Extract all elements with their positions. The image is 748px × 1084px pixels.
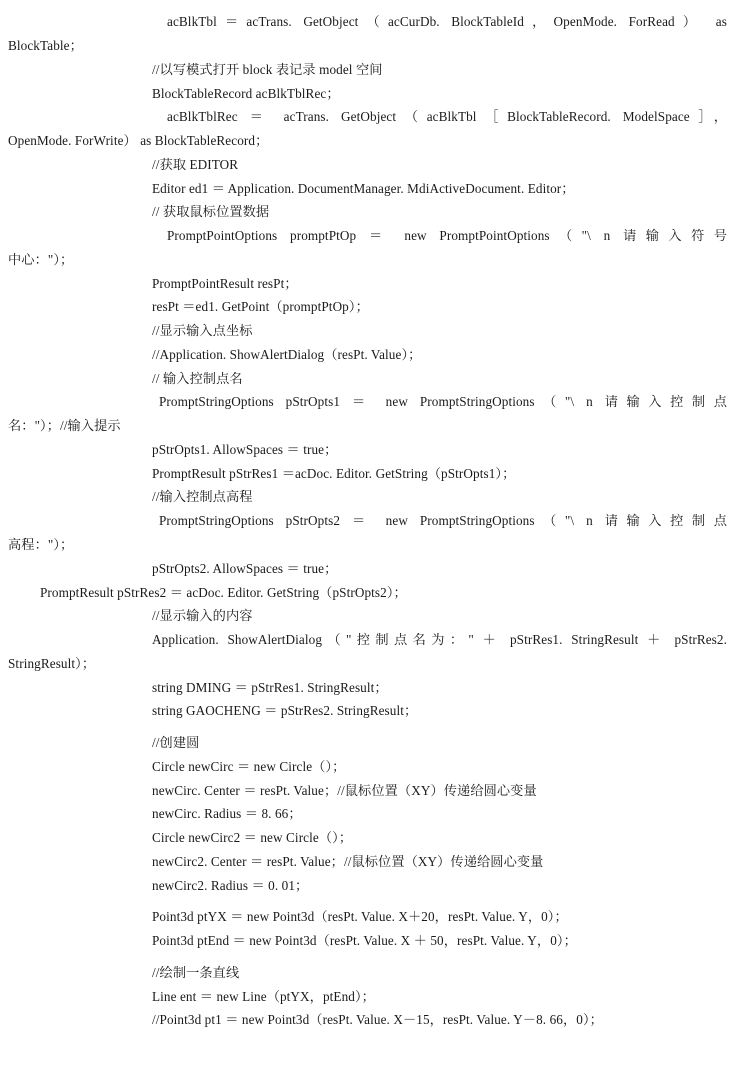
code-line: BlockTableRecord acBlkTblRec； [152, 86, 340, 101]
code-line: BlockTable； [8, 38, 83, 53]
code-line: //以写模式打开 block 表记录 model 空间 [152, 62, 383, 77]
code-line: Application. ShowAlertDialog（"控制点名为：" ＋ pStrRes1. StringResult ＋ pStrRes2. [152, 632, 727, 647]
code-line: Point3d ptYX ＝ new Point3d（resPt. Value. X＋20，resPt. Value. Y，0）； [152, 909, 568, 924]
code-line: //获取 EDITOR [152, 157, 239, 172]
code-line: Point3d ptEnd ＝ new Point3d（resPt. Value. X ＋ 50，resPt. Value. Y，0）； [152, 933, 577, 948]
code-line: //绘制一条直线 [152, 965, 240, 980]
code-line: string DMING ＝ pStrRes1. StringResult； [152, 680, 388, 695]
code-line: newCirc2. Center ＝ resPt. Value；//鼠标位置（XY）传递给圆心变量 [152, 854, 544, 869]
code-line: PromptResult pStrRes1 ＝acDoc. Editor. GetString（pStrOpts1）； [152, 466, 516, 481]
code-line: OpenMode. ForWrite） as BlockTableRecord； [8, 133, 269, 148]
code-line: PromptPointOptions promptPtOp ＝ new PromptPointOptions（"\ n 请输入符号 [167, 228, 727, 243]
code-line: PromptStringOptions pStrOpts2 ＝ new PromptStringOptions（"\ n 请输入控制点 [159, 513, 727, 528]
code-line: acBlkTbl＝acTrans. GetObject（acCurDb. BlockTableId，OpenMode. ForRead） as [167, 14, 727, 29]
code-line: pStrOpts1. AllowSpaces ＝ true； [152, 442, 338, 457]
code-line: newCirc. Radius ＝ 8. 66； [152, 806, 302, 821]
code-line: newCirc. Center ＝ resPt. Value；//鼠标位置（XY）传递给圆心变量 [152, 783, 537, 798]
code-line: Circle newCirc ＝ new Circle（）； [152, 759, 346, 774]
code-line: acBlkTblRec ＝ acTrans. GetObject（acBlkTbl［BlockTableRecord. ModelSpace］， [167, 109, 727, 124]
code-line: Editor ed1 ＝ Application. DocumentManager. MdiActiveDocument. Editor； [152, 181, 575, 196]
code-line: StringResult）； [8, 656, 96, 671]
code-line: 高程："）； [8, 537, 74, 552]
code-line: pStrOpts2. AllowSpaces ＝ true； [152, 561, 338, 576]
code-line: PromptResult pStrRes2 ＝ acDoc. Editor. GetString（pStrOpts2）； [40, 585, 407, 600]
code-line: Circle newCirc2 ＝ new Circle（）； [152, 830, 353, 845]
code-line: resPt ＝ed1. GetPoint（promptPtOp）； [152, 299, 369, 314]
code-line: 名："）；//输入提示 [8, 418, 121, 433]
code-line: newCirc2. Radius ＝ 0. 01； [152, 878, 309, 893]
code-line: //Point3d pt1 ＝ new Point3d（resPt. Value. X－15，resPt. Value. Y－8. 66，0）； [152, 1012, 603, 1027]
code-line: // 获取鼠标位置数据 [152, 204, 270, 219]
code-line: //显示输入点坐标 [152, 323, 253, 338]
code-line: 中心："）； [8, 252, 74, 267]
code-line: // 输入控制点名 [152, 371, 243, 386]
code-line: string GAOCHENG ＝ pStrRes2. StringResult； [152, 703, 418, 718]
code-line: //显示输入的内容 [152, 608, 253, 623]
code-line: Line ent ＝ new Line（ptYX，ptEnd）； [152, 989, 375, 1004]
code-line: //Application. ShowAlertDialog（resPt. Value）； [152, 347, 422, 362]
code-line: PromptStringOptions pStrOpts1 ＝ new PromptStringOptions（"\ n 请输入控制点 [159, 394, 727, 409]
code-line: //输入控制点高程 [152, 489, 253, 504]
code-line: //创建圆 [152, 735, 200, 750]
code-line: PromptPointResult resPt； [152, 276, 298, 291]
